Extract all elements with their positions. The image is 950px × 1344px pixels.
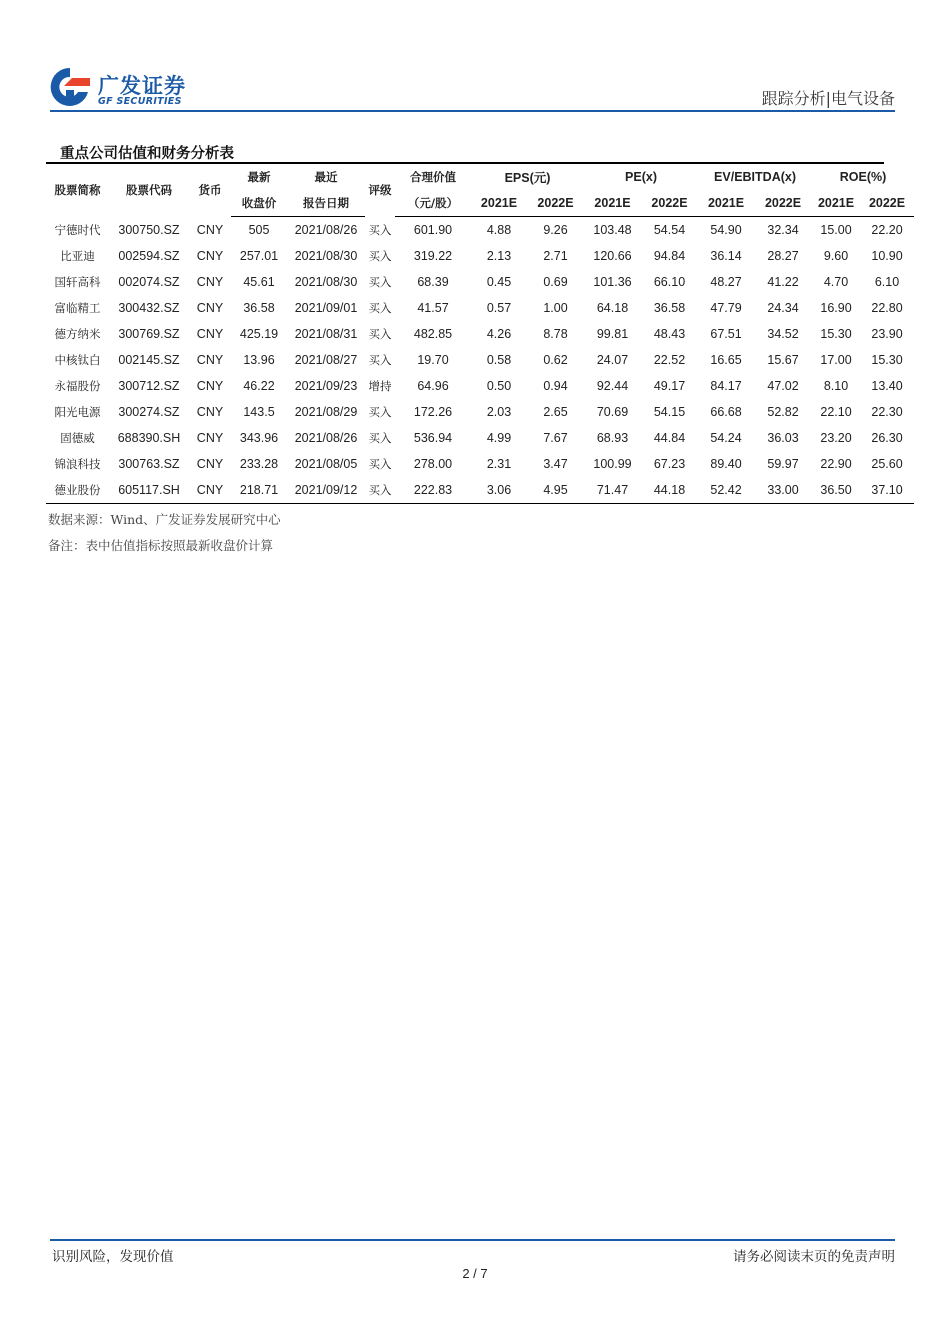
cell-fair-value: 536.94 [413,431,453,445]
table-row [46,373,914,399]
cell-fair-value: 319.22 [413,249,453,263]
cell-pe-2021e: 101.36 [593,275,632,289]
cell-eps-2021e: 0.58 [486,353,512,367]
cell-close: 46.22 [243,379,275,393]
cell-report-date: 2021/08/30 [294,275,358,289]
page-number: 2 / 7 [462,1266,488,1281]
cell-pe-2021e: 100.99 [593,457,632,471]
cell-ev-2021e: 67.51 [710,327,742,341]
cell-roe-2021e: 4.70 [823,275,849,289]
cell-fair-value: 64.96 [417,379,449,393]
table-row [46,321,914,347]
col-header-fair-1: 合理价值 [410,170,456,184]
col-header-ev: EV/EBITDA(x) [714,170,796,184]
cell-ev-2022e: 15.67 [767,353,799,367]
footer-slogan: 识别风险，发现价值 [52,1249,174,1265]
cell-eps-2022e: 9.26 [543,223,568,237]
col-header-pe-2022e: 2022E [641,190,698,217]
cell-roe-2021e: 36.50 [812,477,860,504]
cell-rating: 买入 [368,405,392,419]
cell-name: 固德威 [60,431,95,445]
cell-roe-2022e: 22.80 [871,301,903,315]
cell-eps-2022e: 1.00 [543,301,568,315]
cell-roe-2022e: 13.40 [871,379,903,393]
cell-pe-2022e: 44.84 [653,431,686,445]
cell-fair-value: 41.57 [417,301,449,315]
col-header-pe-2021e: 2021E [584,190,641,217]
cell-code: 605117.SH [109,477,189,504]
cell-name: 锦浪科技 [54,457,101,471]
cell-eps-2021e: 0.50 [486,379,512,393]
cell-pe-2022e: 66.10 [653,275,686,289]
cell-rating: 买入 [368,249,392,263]
col-header-currency: 货币 [198,183,222,198]
cell-roe-2021e: 22.10 [820,405,852,419]
cell-close: 13.96 [243,353,275,367]
cell-pe-2022e: 49.17 [653,379,686,393]
valuation-table [46,164,914,504]
cell-report-date: 2021/08/05 [294,457,358,471]
cell-code: 300769.SZ [118,327,180,341]
cell-close: 143.5 [243,405,275,419]
cell-ev-2022e: 24.34 [767,301,799,315]
cell-roe-2021e: 15.00 [820,223,852,237]
cell-name: 比亚迪 [60,249,95,263]
cell-pe-2021e: 24.07 [596,353,629,367]
cell-close: 45.61 [243,275,275,289]
cell-roe-2022e: 22.20 [871,223,903,237]
cell-name: 永福股份 [54,379,101,393]
cell-roe-2021e: 23.20 [820,431,852,445]
cell-pe-2022e: 54.15 [653,405,686,419]
cell-fair-value: 172.26 [413,405,453,419]
table-row [46,269,914,295]
table-row [46,399,914,425]
cell-eps-2022e: 4.95 [527,477,584,504]
cell-pe-2022e: 67.23 [653,457,686,471]
cell-close: 425.19 [239,327,279,341]
report-type: 跟踪分析|电气设备 [761,89,895,108]
cell-roe-2022e: 23.90 [871,327,903,341]
cell-code: 002145.SZ [118,353,180,367]
table-row [46,295,914,321]
cell-rating: 买入 [368,353,392,367]
cell-eps-2022e: 0.62 [543,353,568,367]
cell-roe-2021e: 8.10 [823,379,849,393]
col-header-eps-2022e: 2022E [527,190,584,217]
logo-text-en: GF SECURITIES [98,96,182,107]
table-row [46,451,914,477]
cell-code: 300750.SZ [118,222,180,237]
logo-text-cn: 广发证券 [98,74,186,98]
data-source-note: 数据来源：Wind、广发证券发展研究中心 [48,512,281,527]
cell-report-date: 2021/09/12 [287,477,365,504]
cell-eps-2022e: 7.67 [543,431,568,445]
cell-ev-2022e: 52.82 [767,405,799,419]
cell-fair-value: 19.70 [417,353,449,367]
cell-roe-2021e: 17.00 [820,353,852,367]
cell-report-date: 2021/08/29 [294,405,358,419]
table-header [46,164,914,217]
cell-ev-2021e: 52.42 [698,477,754,504]
cell-pe-2021e: 92.44 [596,379,629,393]
cell-name: 富临精工 [54,301,101,315]
cell-ev-2021e: 16.65 [710,353,742,367]
table-row [46,425,914,451]
table-row [46,217,914,244]
cell-ev-2022e: 59.97 [767,457,799,471]
cell-eps-2021e: 2.03 [486,405,512,419]
cell-ev-2021e: 89.40 [710,457,742,471]
cell-ev-2022e: 28.27 [767,249,799,263]
footer-disclaimer: 请务必阅读末页的免责声明 [733,1249,895,1265]
table-title: 重点公司估值和财务分析表 [60,146,234,162]
cell-roe-2022e: 25.60 [871,457,903,471]
remark-note: 备注：表中估值指标按照最新收盘价计算 [48,538,274,553]
cell-pe-2021e: 103.48 [593,223,632,237]
col-header-code: 股票代码 [126,183,172,198]
cell-eps-2021e: 0.45 [486,275,512,289]
cell-code: 002594.SZ [118,249,180,263]
col-header-ev-2021e: 2021E [698,190,754,217]
col-header-eps-2021e: 2021E [471,190,527,217]
cell-currency: CNY [196,353,224,367]
cell-eps-2022e: 3.47 [543,457,568,471]
cell-currency: CNY [196,327,224,341]
cell-ev-2021e: 54.90 [710,223,742,237]
cell-name: 国轩高科 [54,275,101,289]
col-header-ev-2022e: 2022E [754,190,812,217]
col-header-pe: PE(x) [625,170,657,184]
col-header-eps: EPS(元) [504,171,551,185]
cell-roe-2022e: 37.10 [860,477,914,504]
cell-rating: 买入 [368,457,392,471]
cell-ev-2022e: 32.34 [767,223,799,237]
cell-roe-2021e: 22.90 [820,457,852,471]
cell-pe-2021e: 70.69 [596,405,629,419]
cell-name: 宁德时代 [54,222,101,237]
cell-ev-2021e: 47.79 [710,301,742,315]
cell-ev-2021e: 54.24 [710,431,742,445]
cell-ev-2021e: 84.17 [710,379,742,393]
cell-pe-2022e: 54.54 [653,223,686,237]
cell-report-date: 2021/08/30 [294,249,358,263]
cell-code: 688390.SH [117,431,181,445]
col-header-date-2: 报告日期 [287,190,365,217]
cell-eps-2022e: 0.69 [543,275,568,289]
cell-eps-2021e: 4.99 [486,431,512,445]
cell-report-date: 2021/09/01 [294,301,358,315]
cell-fair-value: 278.00 [413,457,453,471]
cell-currency: CNY [196,431,224,445]
cell-rating: 买入 [368,222,392,237]
cell-eps-2021e: 3.06 [471,477,527,504]
cell-report-date: 2021/08/27 [294,353,358,367]
cell-eps-2021e: 0.57 [486,301,512,315]
cell-eps-2021e: 4.88 [486,223,512,237]
cell-close: 505 [248,223,270,237]
cell-roe-2021e: 9.60 [823,249,849,263]
cell-currency: CNY [196,249,224,263]
cell-ev-2021e: 66.68 [710,405,742,419]
cell-roe-2022e: 6.10 [874,275,900,289]
cell-fair-value: 222.83 [395,477,471,504]
cell-ev-2021e: 48.27 [710,275,742,289]
cell-ev-2021e: 36.14 [710,249,742,263]
col-header-close-2: 收盘价 [231,190,287,217]
col-header-rating: 评级 [368,183,392,198]
cell-report-date: 2021/09/23 [294,379,358,393]
cell-rating: 买入 [368,431,392,445]
cell-ev-2022e: 33.00 [754,477,812,504]
cell-eps-2022e: 2.65 [543,405,568,419]
cell-currency: CNY [196,457,224,471]
cell-pe-2021e: 64.18 [596,301,629,315]
cell-close: 233.28 [239,457,279,471]
cell-pe-2021e: 68.93 [596,431,629,445]
cell-code: 300712.SZ [118,379,180,393]
cell-close: 343.96 [239,431,279,445]
cell-ev-2022e: 41.22 [767,275,799,289]
cell-eps-2021e: 4.26 [486,327,512,341]
cell-rating: 增持 [368,379,392,393]
cell-eps-2022e: 2.71 [543,249,568,263]
cell-roe-2021e: 15.30 [820,327,852,341]
cell-fair-value: 68.39 [417,275,449,289]
cell-rating: 买入 [365,477,395,504]
cell-eps-2022e: 8.78 [543,327,568,341]
cell-fair-value: 482.85 [413,327,453,341]
cell-eps-2022e: 0.94 [543,379,568,393]
cell-report-date: 2021/08/26 [294,431,358,445]
cell-report-date: 2021/08/31 [294,327,358,341]
cell-eps-2021e: 2.31 [486,457,512,471]
cell-roe-2022e: 22.30 [871,405,903,419]
cell-ev-2022e: 36.03 [767,431,799,445]
cell-eps-2021e: 2.13 [486,249,512,263]
cell-roe-2022e: 15.30 [871,353,903,367]
cell-pe-2022e: 22.52 [653,353,686,367]
cell-rating: 买入 [368,327,392,341]
cell-name: 中核钛白 [54,353,101,367]
cell-currency: CNY [196,379,224,393]
cell-pe-2022e: 48.43 [653,327,686,341]
cell-pe-2021e: 120.66 [593,249,632,263]
cell-rating: 买入 [368,275,392,289]
cell-pe-2021e: 71.47 [584,477,641,504]
cell-roe-2022e: 26.30 [871,431,903,445]
col-header-roe: ROE(%) [839,170,887,184]
cell-currency: CNY [196,275,224,289]
cell-currency: CNY [196,222,224,237]
cell-currency: CNY [196,301,224,315]
table-row [46,477,914,504]
cell-close: 257.01 [239,249,279,263]
table-body [46,217,914,504]
cell-currency: CNY [196,405,224,419]
cell-close: 218.71 [231,477,287,504]
cell-currency: CNY [189,477,231,504]
cell-pe-2022e: 44.18 [641,477,698,504]
cell-name: 阳光电源 [54,405,101,419]
cell-name: 德业股份 [46,477,109,504]
cell-ev-2022e: 47.02 [767,379,799,393]
footer-divider [50,1239,895,1241]
cell-ev-2022e: 34.52 [767,327,799,341]
cell-pe-2021e: 99.81 [596,327,629,341]
cell-close: 36.58 [243,301,275,315]
col-header-roe-2021e: 2021E [812,190,860,217]
cell-name: 德方纳米 [54,327,101,341]
cell-code: 300763.SZ [118,457,180,471]
cell-code: 002074.SZ [118,275,180,289]
table-row [46,347,914,373]
cell-fair-value: 601.90 [413,223,453,237]
cell-code: 300432.SZ [118,301,180,315]
col-header-name: 股票简称 [54,183,101,198]
cell-code: 300274.SZ [118,405,180,419]
header-divider [50,110,895,112]
col-header-fair-2: （元/股） [395,190,471,217]
col-header-roe-2022e: 2022E [860,190,914,217]
cell-pe-2022e: 94.84 [653,249,686,263]
cell-roe-2022e: 10.90 [871,249,903,263]
cell-rating: 买入 [368,301,392,315]
cell-roe-2021e: 16.90 [820,301,852,315]
col-header-close-1: 最新 [247,170,271,184]
col-header-date-1: 最近 [314,170,338,184]
table-row [46,243,914,269]
cell-pe-2022e: 36.58 [653,301,686,315]
cell-report-date: 2021/08/26 [294,223,358,237]
